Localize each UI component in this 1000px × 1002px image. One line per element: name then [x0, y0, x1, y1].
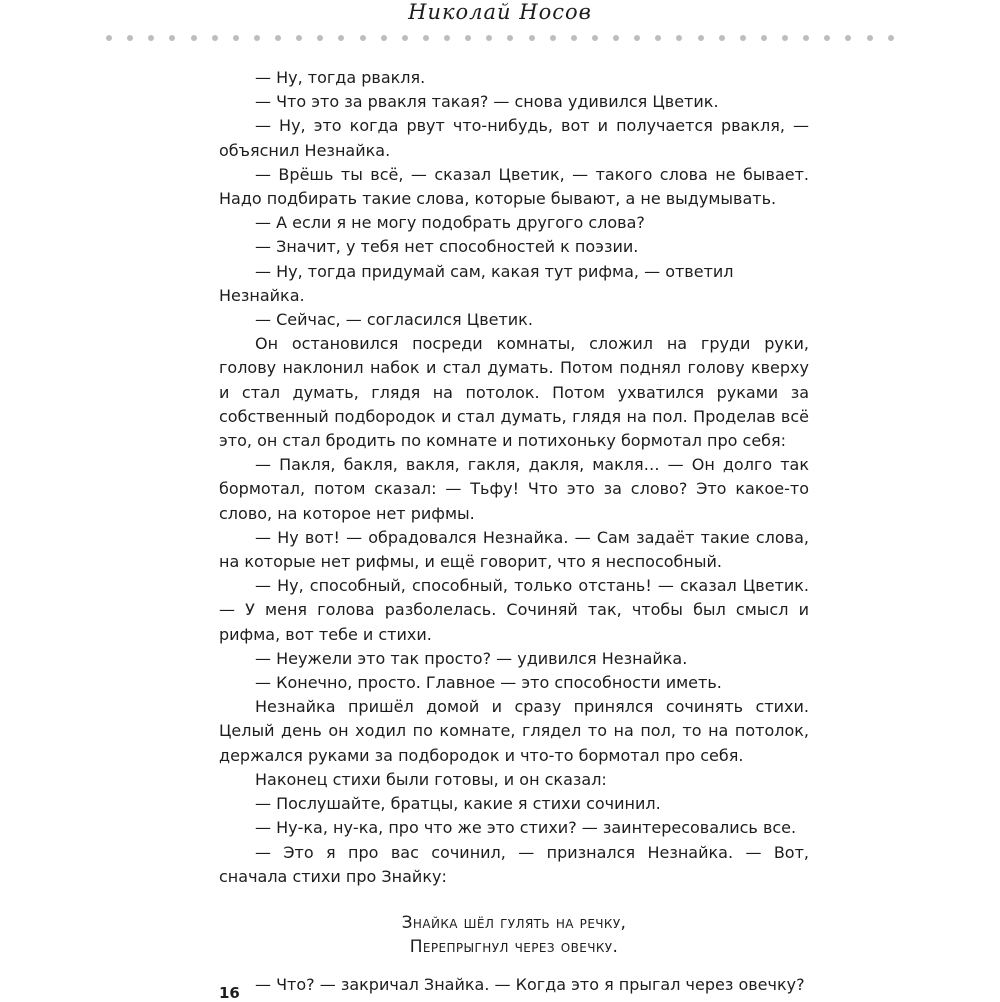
- paragraph: — Конечно, просто. Главное — это способности иметь.: [255, 673, 722, 693]
- paragraph: — Ну, тогда рвакля.: [255, 68, 426, 87]
- poem-line: Знайка шёл гулять на речку,: [401, 912, 627, 933]
- paragraph: Наконец стихи были готовы, и он сказал:: [255, 769, 607, 789]
- paragraph: — А если я не могу подобрать другого слова?: [255, 213, 645, 233]
- paragraph: — Ну-ка, ну-ка, про что же это стихи? — заинтересовались все.: [255, 818, 797, 838]
- paragraph: — Ну, тогда придумай сам, какая тут рифма, — ответил Незнайка.: [219, 261, 734, 305]
- paragraph: — Врёшь ты всё, — сказал Цветик, — такого слова не бывает. Надо подбирать такие слова, которые бывают, а не выдумывать.: [219, 164, 809, 209]
- paragraph: Незнайка пришёл домой и сразу принялся сочинять стихи. Целый день он ходил по комнате, глядел то на пол, то на потолок, держался руками за подбородок и что-то бормотал про себя.: [219, 697, 809, 765]
- poem-line: Перепрыгнул через овечку.: [409, 936, 619, 957]
- page-number: 16: [219, 984, 240, 1002]
- paragraph: — Ну, это когда рвут что-нибудь, вот и получается рвакля, — объяснил Незнайка.: [219, 116, 809, 160]
- header-dotted-divider: [106, 33, 894, 43]
- closing-paragraph: — Что? — закричал Знайка. — Когда это я прыгал через овечку?: [255, 974, 805, 994]
- paragraph: — Сейчас, — согласился Цветик.: [255, 310, 533, 330]
- paragraph: — Пакля, бакля, вакля, гакля, дакля, макля… — Он долго так бормотал, потом сказал: — Тьфу! Что это за слово? Это какое-то слово, на которое нет рифмы.: [219, 455, 809, 523]
- poem-stanza: [219, 911, 809, 959]
- paragraph: — Ну, способный, способный, только отстань! — сказал Цветик. — У меня голова разболелась. Сочиняй так, чтобы был смысл и рифма, вот тебе и стихи.: [219, 576, 809, 644]
- paragraph: Он остановился посреди комнаты, сложил на груди руки, голову наклонил набок и стал думать. Потом поднял голову кверху и стал думать, глядя на потолок. Потом ухватился руками за собственный подбородок и стал думать, глядя на пол. Проделав всё это, он стал бродить по комнате и потихоньку бормотал про себя:: [219, 334, 809, 451]
- paragraph: — Ну вот! — обрадовался Незнайка. — Сам задаёт такие слова, на которые нет рифмы, и ещё говорит, что я неспособный.: [219, 527, 809, 572]
- running-header-author: Николай Носов: [408, 0, 592, 24]
- paragraph: — Неужели это так просто? — удивился Незнайка.: [255, 648, 688, 668]
- paragraph: — Послушайте, братцы, какие я стихи сочинил.: [255, 794, 661, 814]
- paragraph: — Это я про вас сочинил, — признался Незнайка. — Вот, сначала стихи про Знайку:: [219, 842, 809, 886]
- paragraph: — Что это за рвакля такая? — снова удивился Цветик.: [255, 92, 719, 112]
- paragraph: — Значит, у тебя нет способностей к поэзии.: [255, 237, 639, 257]
- page-body: [219, 66, 809, 997]
